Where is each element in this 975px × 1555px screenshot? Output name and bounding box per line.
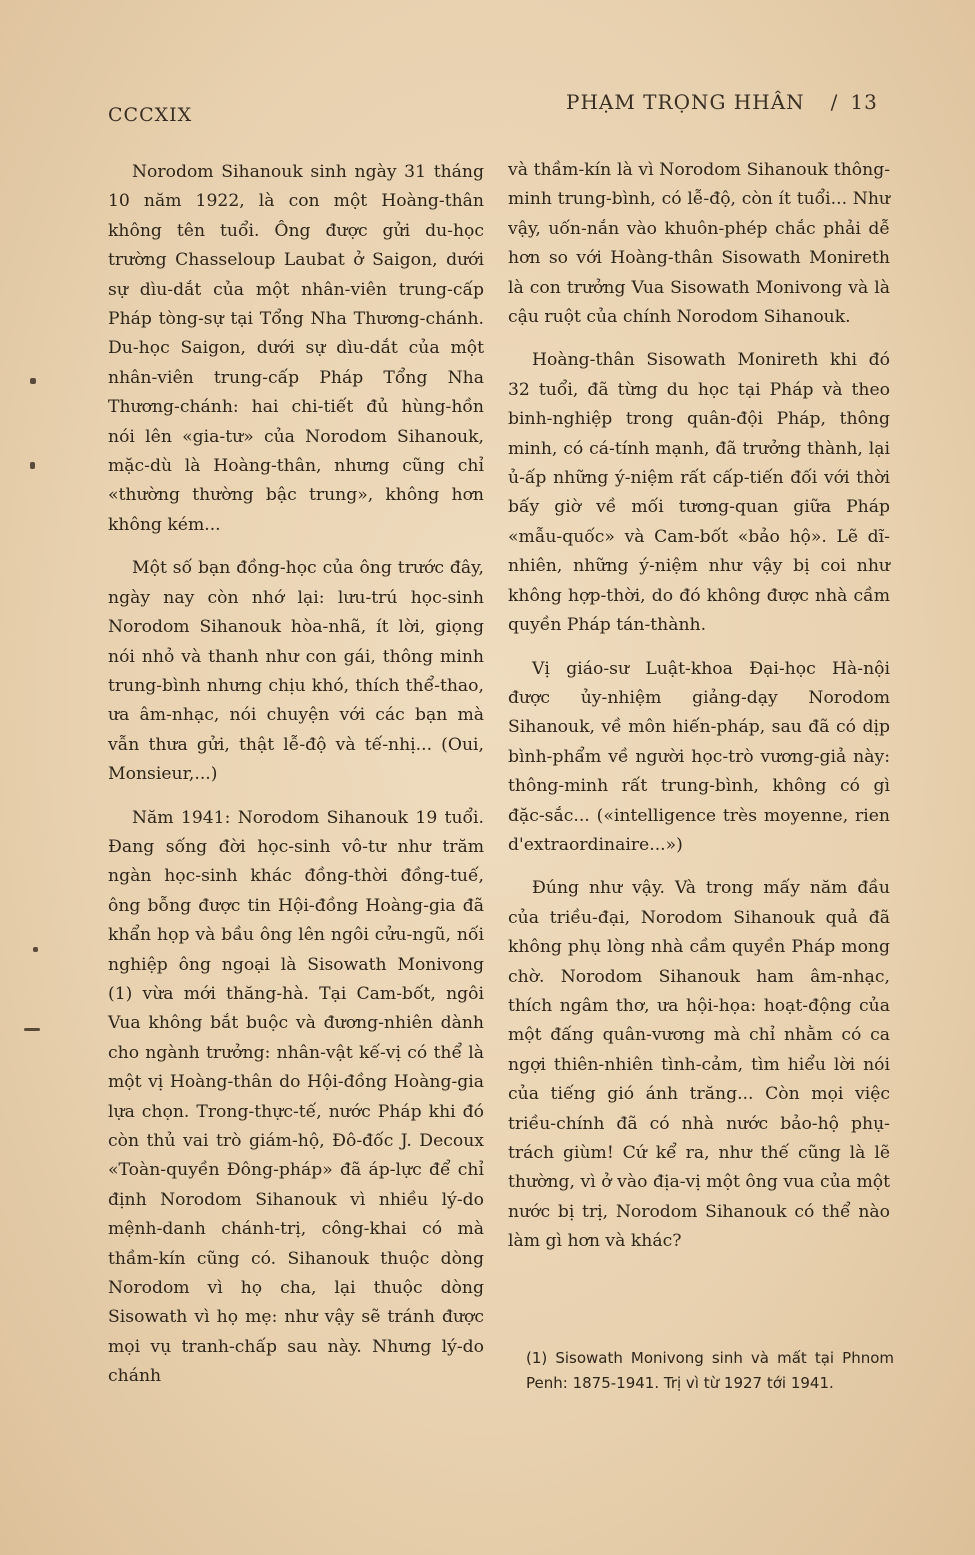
paragraph: và thầm-kín là vì Norodom Sihanouk thông-minh trung-bình, có lễ-độ, còn ít tuổi... Như vậy, uốn-nắn vào khuôn-phép chắc phải dễ hơn so với Hoàng-thân Sisowath Monireth là con trưởng Vua Sisowath Monivong và là cậu ruột của chính Norodom Sihanouk. [508, 160, 890, 328]
right-column [508, 156, 890, 1271]
chapter-numeral: CCCXIX [108, 104, 193, 126]
margin-speck [33, 947, 38, 952]
paragraph: Một số bạn đồng-học của ông trước đây, ngày nay còn nhớ lại: lưu-trú học-sinh Norodom Sihanouk hòa-nhã, ít lời, giọng nói nhỏ và thanh như con gái, thông minh trung-bình nhưng chịu khó, thích thể-thao, ưa âm-nhạc, nói chuyện với các bạn mà vẫn thưa gửi, thật lễ-độ và tế-nhị... (Oui, Monsieur,...) [108, 558, 484, 785]
margin-speck [30, 378, 36, 384]
author-name: PHẠM TRỌNG HHÂN [566, 90, 805, 114]
paragraph: Hoàng-thân Sisowath Monireth khi đó 32 tuổi, đã từng du học tại Pháp và theo binh-nghiệp trong quân-đội Pháp, thông minh, có cá-tính mạnh, đã trưởng thành, lại ủ-ấp những ý-niệm rất cấp-tiến đối với thời bấy giờ về mối tương-quan giữa Pháp «mẫu-quốc» và Cam-bốt «bảo hộ». Lẽ dĩ-nhiên, những ý-niệm như vậy bị coi như không hợp-thời, do đó không được nhà cầm quyền Pháp tán-thành. [508, 350, 890, 636]
paragraph: Đúng như vậy. Và trong mấy năm đầu của triều-đại, Norodom Sihanouk quả đã không phụ lòng nhà cầm quyền Pháp mong chờ. Norodom Sihanouk ham âm-nhạc, thích ngâm thơ, ưa hội-họa: hoạt-động của một đấng quân-vương mà chỉ nhằm có ca ngợi thiên-nhiên tình-cảm, tìm hiểu lời nói của tiếng gió ánh trăng... Còn mọi việc triều-chính đã có nhà nước bảo-hộ phụ-trách giùm! Cứ kể ra, như thế cũng là lẽ thường, vì ở vào địa-vị một ông vua của một nước bị trị, Norodom Sihanouk có thể nào làm gì hơn và khác? [508, 878, 890, 1252]
margin-speck [30, 462, 35, 469]
page-number: 13 [850, 90, 878, 114]
paragraph: Norodom Sihanouk sinh ngày 31 tháng 10 năm 1922, là con một Hoàng-thân không tên tuổi. Ông được gửi du-học trường Chasseloup Laubat ở Saigon, dưới sự dìu-dắt của một nhân-viên trung-cấp Pháp tòng-sự tại Tổng Nha Thương-chánh. Du-học Saigon, dưới sự dìu-dắt của một nhân-viên trung-cấp Pháp Tổng Nha Thương-chánh: hai chi-tiết đủ hùng-hồn nói lên «gia-tư» của Norodom Sihanouk, mặc-dù là Hoàng-thân, nhưng cũng chỉ «thường thường bậc trung», không hơn không kém... [108, 162, 484, 535]
footnote-text: (1) Sisowath Monivong sinh và mất tại Phnom Penh: 1875-1941. Trị vì từ 1927 tới 1941. [526, 1349, 894, 1392]
running-header [566, 90, 878, 114]
left-column [108, 158, 484, 1406]
footnote [526, 1346, 894, 1396]
paragraph: Năm 1941: Norodom Sihanouk 19 tuổi. Đang sống đời học-sinh vô-tư như trăm ngàn học-sinh khác đồng-thời đồng-tuế, ông bỗng được tin Hội-đồng Hoàng-gia đã khẩn họp và bầu ông lên ngôi cửu-ngũ, nối nghiệp ông ngoại là Sisowath Monivong (1) vừa mới thăng-hà. Tại Cam-bốt, ngôi Vua không bắt buộc và đương-nhiên dành cho ngành trưởng: nhân-vật kế-vị có thể là một vị Hoàng-thân do Hội-đồng Hoàng-gia lựa chọn. Trong-thực-tế, nước Pháp khi đó còn thủ vai trò giám-hộ, Đô-đốc J. Decoux «Toàn-quyền Đông-pháp» đã áp-lực để chỉ định Norodom Sihanouk vì nhiều lý-do mệnh-danh chánh-trị, công-khai có mà thầm-kín cũng có. Sihanouk thuộc dòng Norodom vì họ cha, lại thuộc dòng Sisowath vì họ mẹ: như vậy sẽ tránh được mọi vụ tranh-chấp sau này. Nhưng lý-do chánh [108, 807, 484, 1387]
paragraph: Vị giáo-sư Luật-khoa Đại-học Hà-nội được ủy-nhiệm giảng-dạy Norodom Sihanouk, về môn hiến-pháp, sau đã có dịp bình-phẩm về người học-trò vương-giả này: thông-minh rất trung-bình, không có gì đặc-sắc... («intelligence très moyenne, rien d'extraordinaire...») [508, 658, 890, 855]
header-separator: / [830, 90, 839, 114]
margin-speck [24, 1028, 40, 1031]
